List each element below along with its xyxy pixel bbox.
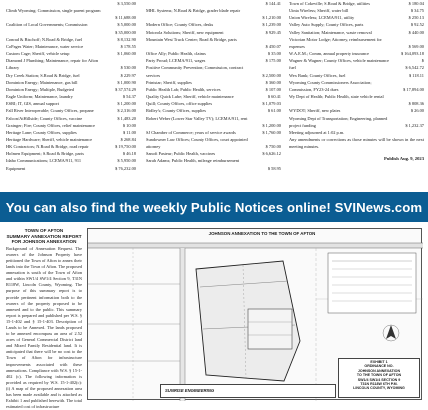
listing-entry — [146, 157, 281, 164]
listing-entry — [6, 14, 136, 21]
entry-name: Commission, FY23-24 dues — [289, 86, 339, 92]
entry-amount: $ 164,093.18 — [400, 51, 424, 57]
entry-amount: $ 10.00 — [122, 122, 136, 128]
entry-amount: $ 450.07 — [265, 43, 281, 49]
entry-name: Holmen Equipment; S.Road & Bridge, parts — [6, 151, 84, 157]
listing-entry — [6, 21, 136, 28]
entry-name: Sanofi Pasteur; Public Health, vaccines — [146, 151, 216, 157]
entry-amount: $ 35.00 — [267, 51, 281, 57]
listing-entry — [289, 29, 424, 36]
listing-entry — [289, 79, 424, 86]
listing-entry — [6, 100, 136, 107]
listing-entry — [146, 57, 281, 64]
entry-name: services — [146, 72, 161, 78]
entry-amount: $ 17,894.00 — [403, 86, 424, 92]
listing-entry — [6, 136, 136, 143]
map-title: JOHNSON ANNEXATION TO THE TOWN OF AFTON — [208, 231, 316, 236]
listing-entry — [6, 50, 136, 57]
entry-name: Mountain West Truck Center; Road & Bridge, parts — [146, 36, 237, 42]
entry-amount: $ 118.11 — [408, 72, 424, 78]
listing-entry — [146, 50, 281, 57]
listing-entry — [146, 115, 281, 122]
public-notices-banner[interactable] — [0, 192, 428, 222]
listing-entry — [146, 93, 281, 100]
listing-entry — [289, 100, 424, 107]
listing-entry — [289, 50, 424, 57]
entry-name: Sundowner Law Offices; County Offices, court appointed — [146, 136, 248, 142]
listing-entry — [6, 165, 136, 172]
listing-entry — [289, 14, 424, 21]
entry-amount: $ 35,000.00 — [115, 29, 136, 35]
entry-amount: $ 8,132.90 — [117, 36, 136, 42]
listing-entry — [146, 0, 281, 7]
listing-entry — [146, 129, 281, 136]
entry-name: Library — [6, 65, 20, 71]
listing-entry — [146, 7, 281, 14]
entry-amount: $ 107.00 — [265, 86, 281, 92]
entry-name: Custom Cage; Sheriff, vehicle setup — [6, 51, 70, 57]
listing-entry — [6, 36, 136, 43]
listing-entry — [289, 43, 424, 50]
entry-name: Union Wireless; LCEMA/911, utility — [289, 15, 355, 21]
publish-date: Publish Aug. 9, 2023 — [384, 156, 424, 162]
entry-name: Sarah Adams; Public Health, mileage reimbursement — [146, 158, 240, 164]
entry-amount: $ 46.18 — [122, 151, 136, 157]
entry-name: Printstar; Sheriff, supplies — [146, 79, 192, 85]
listing-entry — [146, 14, 281, 21]
entry-amount: $ 808.36 — [408, 101, 424, 107]
entry-name: Dry Creek Station; S.Road & Bridge, fuel — [6, 72, 80, 78]
notice-title-line: FOR JOHNSON ANNEXATION — [11, 239, 77, 245]
listing-entry — [289, 86, 424, 93]
entry-amount: $ 144.41 — [265, 1, 281, 6]
entry-amount: $ 5,950.00 — [117, 158, 136, 164]
entry-amount: $ 1,239.00 — [262, 22, 281, 28]
listing-entry — [146, 29, 281, 36]
entry-name: Valley Auto Supply; County Offices, parts — [289, 22, 364, 28]
listing-entry — [146, 43, 281, 50]
entry-name: Motorola Solutions; Sheriff, new equipment — [146, 29, 224, 35]
listing-entry — [6, 115, 136, 122]
entry-amount: $ 1,200.00 — [262, 122, 281, 128]
listing-entry — [146, 150, 281, 157]
entry-name: expenses — [289, 43, 305, 49]
listing-entry — [146, 136, 281, 143]
ordinance-block — [338, 358, 420, 398]
listing-entry — [289, 57, 424, 64]
notice-title-line: TOWN OF AFTON — [24, 228, 64, 233]
entry-name: Idaho Communications; LCEMA/911, 911 — [6, 158, 82, 164]
notice-title — [6, 228, 82, 245]
entry-name: Valley Sanitation; Maintenance, waste removal — [289, 29, 372, 35]
listing-entry — [146, 36, 281, 43]
listing-entry — [146, 64, 281, 71]
listing-entry — [146, 165, 281, 172]
entry-amount: $ — [421, 58, 424, 64]
listing-entry — [289, 36, 424, 43]
entry-amount: $ 34.75 — [410, 8, 424, 14]
listing-entry — [6, 122, 136, 129]
entry-amount: $ 58.95 — [267, 165, 281, 171]
entry-amount: $ 929.45 — [265, 29, 281, 35]
entry-name: Ridley's; County Offices, supplies — [146, 108, 206, 114]
entry-amount: $ 1,000.90 — [117, 79, 136, 85]
listing-entry — [289, 7, 424, 14]
entry-name: WYDOT; Sheriff, new plates — [289, 108, 341, 114]
listing-entry — [146, 100, 281, 107]
entry-amount: $ 1,232.37 — [405, 122, 424, 128]
listing-entry — [6, 64, 136, 71]
entry-amount: $ 360.00 — [265, 79, 281, 85]
listing-entry — [6, 29, 136, 36]
listing-entry — [6, 72, 136, 79]
ordinance-line: SW1/4 SW1/4 SECTION 9 — [357, 377, 401, 382]
entry-amount: $ 26.00 — [410, 108, 424, 114]
entry-name: CoPages Water; Maintenance, water service — [6, 43, 84, 49]
banner-text: You can also find the weekly Public Notices online! SVINews.com — [5, 199, 423, 215]
entry-amount: $ 54.37 — [122, 94, 136, 100]
entry-amount: $ 19,750.00 — [115, 144, 136, 150]
entry-name: Wagner & Wagner; County Offices, vehicle maintenance — [289, 58, 389, 64]
entry-name: attorney — [146, 144, 161, 150]
entry-name: HK Contractors; N.Road & Bridge, road repair — [6, 144, 89, 150]
entry-name: Party Proud; LCEMA/911, wages — [146, 58, 206, 64]
entry-name: Victorian Motor Lodge; Attorney, reimbursement for — [289, 36, 382, 42]
entry-name: Falcon/AtHillside; County Offices, vaccine — [6, 115, 83, 121]
entry-amount: $ 440.00 — [408, 29, 424, 35]
listing-entry — [146, 21, 281, 28]
entry-name: Town of Cokeville; S.Road & Bridge, utilities — [289, 1, 370, 6]
entry-name: Office Ally; Public Health, claims — [146, 51, 206, 57]
listing-entry — [289, 107, 424, 114]
entry-amount: $ 6,626.12 — [262, 151, 281, 157]
entry-name: Positive Community Prevention; Commission, contract — [146, 65, 244, 71]
listing-entry — [6, 150, 136, 157]
legal-listing — [0, 0, 428, 190]
entry-amount: $ 178.55 — [120, 43, 136, 49]
entry-amount: $ 530.00 — [120, 65, 136, 71]
entry-amount: $ 76,232.00 — [115, 165, 136, 171]
annexation-notice — [6, 228, 82, 410]
entry-amount: $ 750.00 — [265, 144, 281, 150]
entry-name: Wy Dept of Health; Public Health, state vehicle rental — [289, 94, 384, 100]
entry-name: Robert Weber (Lower Star Valley TV); LCEMA/911, rent — [146, 115, 248, 121]
listing-entry — [6, 157, 136, 164]
listing-entry — [146, 79, 281, 86]
entry-name: Grainger; Fire; County Offices, relief maintenance — [6, 122, 95, 128]
entry-amount: $ 1,483.20 — [117, 115, 136, 121]
entry-name: Equipment — [6, 165, 26, 171]
entry-amount: $ 569.00 — [408, 43, 424, 49]
entry-amount: $ 11,688.00 — [115, 15, 136, 21]
entry-name: Coalition of Local Governments; Commission — [6, 22, 88, 28]
listing-entry — [6, 129, 136, 136]
listing-entry — [146, 72, 281, 79]
entry-amount: $ 11.00 — [122, 129, 136, 135]
entry-amount: $ 229.97 — [120, 72, 136, 78]
listing-entry — [289, 122, 424, 129]
engineering-title-block — [160, 384, 336, 398]
listing-entry — [6, 0, 136, 7]
entry-amount: $ 2,316.00 — [117, 108, 136, 114]
notice-body: Background of Annexation Request. The owners of the Johnson Property have petitioned the Town of Afton to annex their lands into the Town of Afton. The proposed annexation is south of the Town of Afton and within SW1/4 SW1/4 Section 9, T31N R118W, Lincoln County, Wyoming. The purpose of this summary report is to provide pertinent information both to the owners of the property proposed to be annexed and to the public. This summary report is prepared and published per W.S. § 15-1-402 and § 15-1-403. Description of Lands to be Annexed. The lands proposed to be annexed encompass an area of 2.52 acres of General Commercial District land and Mixed Family Residential land. It is anticipated that there will be no cost to the Town of Afton for infrastructure improvements associated with these annexations. Compliance with W.S. § 15-1-402 (c). The following information is provided as required by W.S. 15-1-402(c): (i) A map of the proposed annexation area has been made available and is attached as Exhibit 1 and published herewith. The total estimated cost of infrastructure — [6, 245, 82, 410]
listing-entry — [289, 64, 424, 71]
listing-entry — [146, 107, 281, 114]
entry-amount: $ 3,550.00 — [117, 1, 136, 6]
entry-name: Wyoming County Commissioners Association; — [289, 79, 372, 85]
entry-name: Fall River Interoperable; County Offices, propane — [6, 108, 94, 114]
meeting-adjourned: Meeting adjourned at 1:02 p.m. — [289, 129, 345, 135]
listing-entry — [289, 115, 424, 122]
entry-name: Diamond J Plumbing; Maintenance, repair for Afton — [6, 58, 99, 64]
listing-entry — [6, 143, 136, 150]
entry-name: SJ Chamber of Commerce; years of service awards — [146, 129, 236, 135]
entry-amount: $ 60.41 — [267, 94, 281, 100]
listing-entry — [6, 79, 136, 86]
entry-name: Modern Office; County Offices, desks — [146, 22, 214, 28]
entry-amount: $ 5,000.00 — [117, 22, 136, 28]
entry-amount: $ 1,760.00 — [262, 129, 281, 135]
listing-column-3 — [289, 0, 424, 190]
entry-name: Heritage Hardware; Sheriff, vehicle maintenance — [6, 136, 93, 142]
amendments-note: Any amendments or corrections as those minutes will be shown in the next meeting minutes. — [289, 136, 424, 150]
listing-entry — [146, 122, 281, 129]
ordinance-line: EXHIBIT 1 — [370, 360, 388, 364]
entry-name: fuel — [289, 65, 296, 71]
entry-name: Dominion Energy; Multiple, Budgeted — [6, 86, 74, 92]
ordinance-line: TO THE TOWN OF AFTON — [356, 373, 402, 378]
listing-entry — [6, 43, 136, 50]
listing-entry — [6, 7, 136, 14]
entry-name: W.A.E.M.; Comm, annual property insurance — [289, 51, 369, 57]
entry-name: MHL Systems; N.Road & Bridge, grader blade repair — [146, 8, 241, 14]
entry-amount: $ 2,500.00 — [262, 72, 281, 78]
entry-name: Heritage Lane; County Offices, supplies — [6, 129, 77, 135]
entry-amount: $ 6,542.72 — [405, 65, 424, 71]
listing-entry — [289, 0, 424, 7]
entry-name: Uinta Wireless; Sheriff, water bill — [289, 8, 349, 14]
listing-column-2 — [146, 0, 281, 190]
entry-amount: $ 37,574.29 — [115, 86, 136, 92]
entry-amount: $ 1,210.00 — [262, 15, 281, 21]
ordinance-line: ORDINANCE NO. — [364, 364, 394, 369]
listing-entry — [289, 21, 424, 28]
entry-amount: $ 250.13 — [408, 15, 424, 21]
entry-name: Climb Wyoming; Commission, single parent program — [6, 8, 101, 14]
entry-name: Dominion Energy; Maintenance, gas bill — [6, 79, 78, 85]
listing-column-1 — [6, 0, 136, 190]
entry-amount: $ 61.00 — [267, 108, 281, 114]
entry-amount: $ 92.52 — [410, 22, 424, 28]
entry-name: Conrad & Bischoff; N.Road & Bridge, fuel — [6, 36, 83, 42]
entry-amount: $ 1,060.00 — [117, 51, 136, 57]
entry-name: Quality Quick Lube; Sheriff, vehicle maintenance — [146, 94, 234, 100]
listing-entry — [6, 57, 136, 64]
entry-name: project funding — [289, 122, 316, 128]
entry-name: Public Health Lab; Public Health, services — [146, 86, 221, 92]
listing-entry — [289, 72, 424, 79]
entry-name: Wyoming Dept of Transportation; Engineering, planned — [289, 115, 388, 121]
ordinance-line: T31N R118W 6TH P.M. — [360, 382, 398, 387]
entry-amount: $ 268.84 — [120, 136, 136, 142]
listing-entry — [289, 93, 424, 100]
ordinance-line: JOHNSON ANNEXATION — [357, 368, 401, 373]
entry-amount: $ 1,200.00 — [117, 101, 136, 107]
listing-entry — [6, 107, 136, 114]
listing-entry — [6, 86, 136, 93]
notice-title-line: SUMMARY ANNEXATION REPORT — [6, 233, 82, 239]
listing-entry — [6, 93, 136, 100]
entry-amount: $ 175.00 — [265, 58, 281, 64]
ordinance-line: LINCOLN COUNTY, WYOMING — [353, 386, 405, 391]
firm-name: SUNRISE ENGINEERING — [165, 388, 215, 393]
entry-amount: $ 180.04 — [408, 1, 424, 6]
listing-entry — [146, 143, 281, 150]
entry-name: Quill; County Offices, office supplies — [146, 101, 213, 107]
entry-name: Wex Bank; County Offices, fuel — [289, 72, 346, 78]
listing-entry — [146, 86, 281, 93]
entry-name: ESRI; IT, GIS, annual support — [6, 101, 60, 107]
entry-name: Eagle Uniform; Maintenance, laundry — [6, 94, 73, 100]
entry-amount: $ 1,079.03 — [262, 101, 281, 107]
